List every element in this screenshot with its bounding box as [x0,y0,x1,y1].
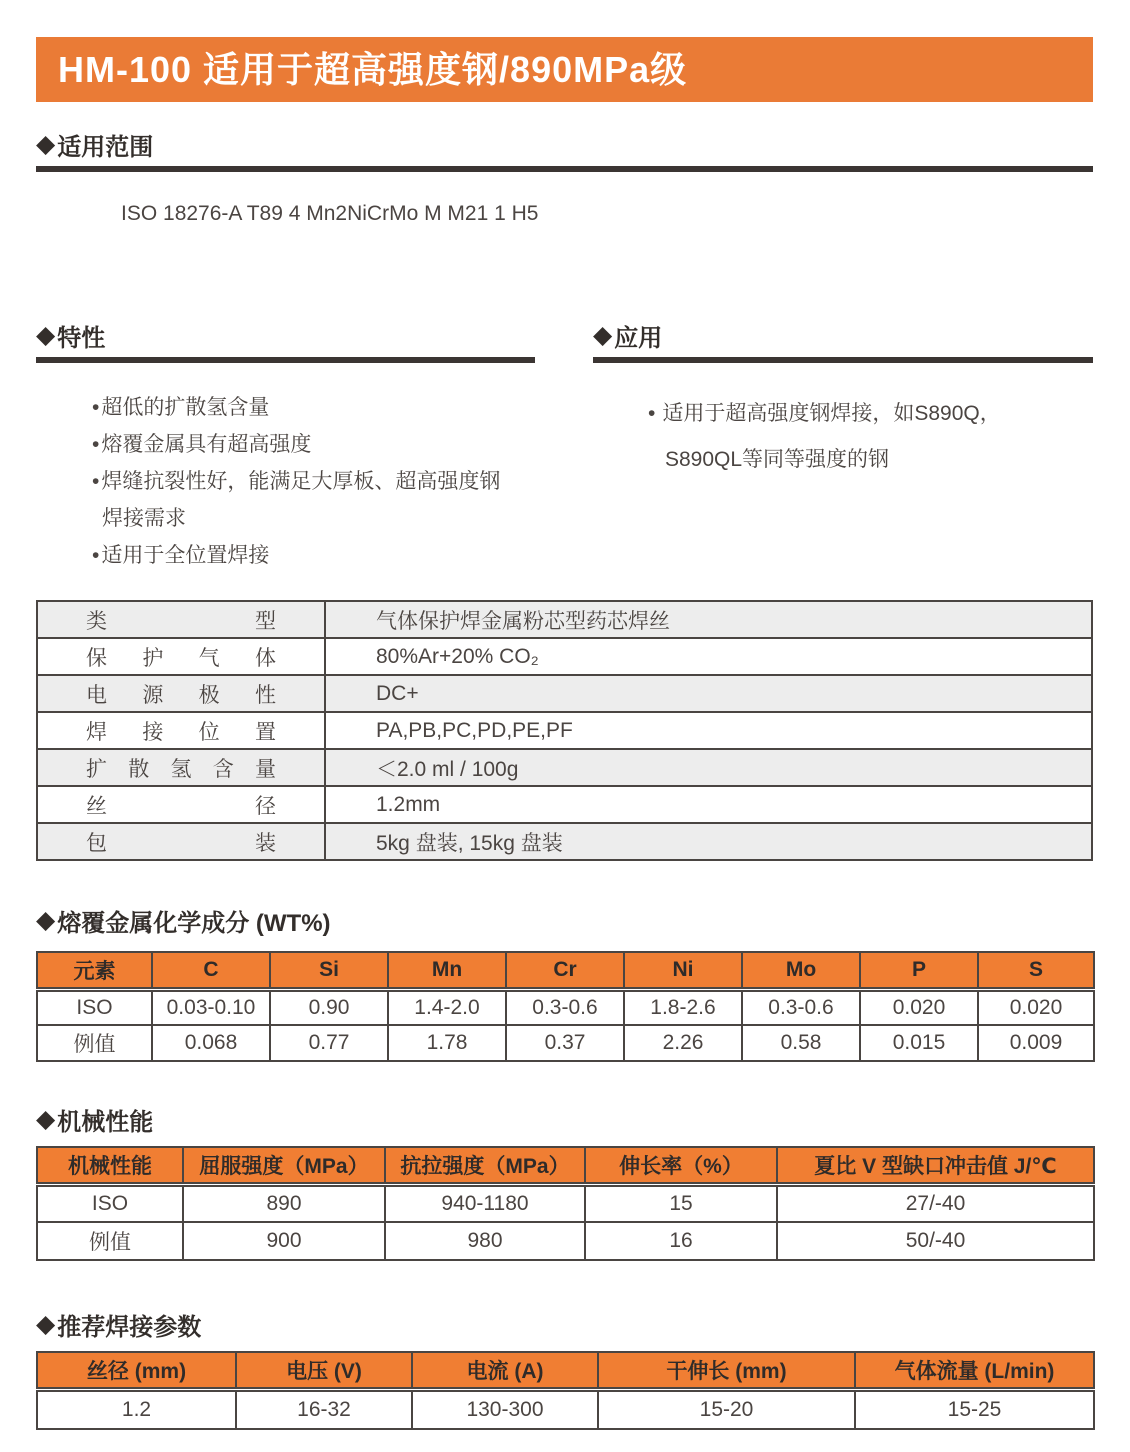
product-spec-table [36,600,1093,861]
column-header: C [152,952,270,989]
cell-value: 15-20 [598,1389,855,1429]
table-row [37,638,1092,675]
spec-value: ＜2.0 ml / 100g [325,749,1092,786]
application-text: 适用于超高强度钢焊接，如S890Q， [662,402,1001,425]
page-title: HM-100 适用于超高强度钢/890MPa级 [58,49,688,90]
bullet-icon: • [648,402,656,425]
cell-value: 16-32 [236,1389,412,1429]
column-header: 丝径 (mm) [37,1352,236,1389]
list-item [92,537,532,574]
section-divider [36,357,535,363]
applications-section [593,318,1093,574]
row-name: 例值 [37,1025,152,1061]
cell-value: 0.009 [978,1025,1094,1061]
spec-value: DC+ [325,675,1092,712]
page-title-banner [36,37,1093,102]
column-header: 夏比 V 型缺口冲击值 J/℃ [777,1147,1094,1184]
table-row [37,1389,1094,1429]
column-header: Cr [506,952,624,989]
column-header: 伸长率（%） [585,1147,777,1184]
list-item [92,389,532,426]
features-heading-label: 特性 [57,325,106,352]
cell-value: 27/-40 [777,1184,1094,1222]
spec-label: 焊接位置 [37,712,325,749]
application-list [648,391,1088,483]
cell-value: 2.26 [624,1025,742,1061]
diamond-icon: ◆ [36,1310,56,1338]
cell-value: 0.77 [270,1025,388,1061]
spec-value: 气体保护焊金属粉芯型药芯焊丝 [325,601,1092,638]
table-row [37,601,1092,638]
cell-value: 890 [183,1184,385,1222]
features-section-heading [36,318,535,353]
applications-section-heading [593,318,1093,353]
iso-classification-text: ISO 18276-A T89 4 Mn2NiCrMo M M21 1 H5 [121,202,539,225]
column-header: S [978,952,1094,989]
list-item [92,426,532,463]
chem-heading-label: 熔覆金属化学成分 (WT%) [57,910,331,937]
cell-value: 15 [585,1184,777,1222]
cell-value: 130-300 [412,1389,598,1429]
row-name: ISO [37,989,152,1025]
column-header: Mn [388,952,506,989]
cell-value: 980 [385,1222,585,1260]
application-text: S890QL等同等强度的钢 [665,448,890,471]
mech-heading-label: 机械性能 [57,1109,154,1136]
cell-value: 50/-40 [777,1222,1094,1260]
chemical-composition-table [36,951,1095,1062]
spec-label: 丝径 [37,786,325,823]
cell-value: 0.03-0.10 [152,989,270,1025]
table-row [37,1025,1094,1061]
spec-label: 电源极性 [37,675,325,712]
cell-value: 940-1180 [385,1184,585,1222]
bullet-icon: • [92,433,100,456]
column-header: 元素 [37,952,152,989]
list-item [92,463,532,537]
bullet-icon: • [92,470,100,493]
table-row [37,712,1092,749]
cell-value: 0.3-0.6 [506,989,624,1025]
table-row [37,1222,1094,1260]
cell-value: 0.37 [506,1025,624,1061]
scope-section-heading [36,127,1093,162]
table-row [37,749,1092,786]
row-name: 例值 [37,1222,183,1260]
table-header-row [37,1352,1094,1389]
diamond-icon: ◆ [593,321,613,349]
column-header: Mo [742,952,860,989]
table-row [37,675,1092,712]
table-header-row [37,1147,1094,1184]
spec-value: PA,PB,PC,PD,PE,PF [325,712,1092,749]
cell-value: 0.020 [978,989,1094,1025]
list-item [648,391,1088,483]
cell-value: 0.020 [860,989,978,1025]
cell-value: 0.068 [152,1025,270,1061]
cell-value: 1.78 [388,1025,506,1061]
column-header: 屈服强度（MPa） [183,1147,385,1184]
column-header: Si [270,952,388,989]
cell-value: 1.4-2.0 [388,989,506,1025]
table-row [37,1184,1094,1222]
column-header: 抗拉强度（MPa） [385,1147,585,1184]
cell-value: 1.8-2.6 [624,989,742,1025]
applications-heading-label: 应用 [614,325,663,352]
page-content [36,37,1093,1430]
cell-value: 16 [585,1222,777,1260]
table-row [37,823,1092,860]
feature-text: 熔覆金属具有超高强度 [101,433,312,456]
column-header: 气体流量 (L/min) [855,1352,1094,1389]
cell-value: 900 [183,1222,385,1260]
bullet-icon: • [92,544,100,567]
spec-value: 1.2mm [325,786,1092,823]
feature-text: 焊接需求 [102,507,186,530]
feature-text: 超低的扩散氢含量 [101,396,270,419]
table-row [37,786,1092,823]
bullet-icon: • [92,396,100,419]
spec-label: 包装 [37,823,325,860]
features-applications-row [36,318,1093,574]
section-divider [593,357,1093,363]
column-header: 电压 (V) [236,1352,412,1389]
column-header: 干伸长 (mm) [598,1352,855,1389]
cell-value: 1.2 [37,1389,236,1429]
welding-parameters-table [36,1351,1095,1430]
spec-value: 5kg 盘装, 15kg 盘装 [325,823,1092,860]
spec-label: 扩散氢含量 [37,749,325,786]
table-row [37,989,1094,1025]
cell-value: 15-25 [855,1389,1094,1429]
section-divider [36,166,1093,172]
column-header: P [860,952,978,989]
scope-heading-label: 适用范围 [57,134,154,161]
feature-text: 适用于全位置焊接 [101,544,270,567]
chem-section-heading [36,903,1093,938]
column-header: 电流 (A) [412,1352,598,1389]
diamond-icon: ◆ [36,906,56,934]
diamond-icon: ◆ [36,321,56,349]
cell-value: 0.3-0.6 [742,989,860,1025]
table-header-row [37,952,1094,989]
weld-heading-label: 推荐焊接参数 [57,1314,202,1341]
spec-label: 类型 [37,601,325,638]
column-header: Ni [624,952,742,989]
features-section [36,318,535,574]
feature-text: 焊缝抗裂性好，能满足大厚板、超高强度钢 [101,470,501,493]
column-header: 机械性能 [37,1147,183,1184]
mechanical-properties-table [36,1146,1095,1261]
weld-section-heading [36,1307,1093,1342]
spec-label: 保护气体 [37,638,325,675]
diamond-icon: ◆ [36,1105,56,1133]
mech-section-heading [36,1102,1093,1137]
feature-list [92,389,532,574]
cell-value: 0.90 [270,989,388,1025]
diamond-icon: ◆ [36,130,56,158]
cell-value: 0.58 [742,1025,860,1061]
row-name: ISO [37,1184,183,1222]
cell-value: 0.015 [860,1025,978,1061]
spec-value: 80%Ar+20% CO₂ [325,638,1092,675]
